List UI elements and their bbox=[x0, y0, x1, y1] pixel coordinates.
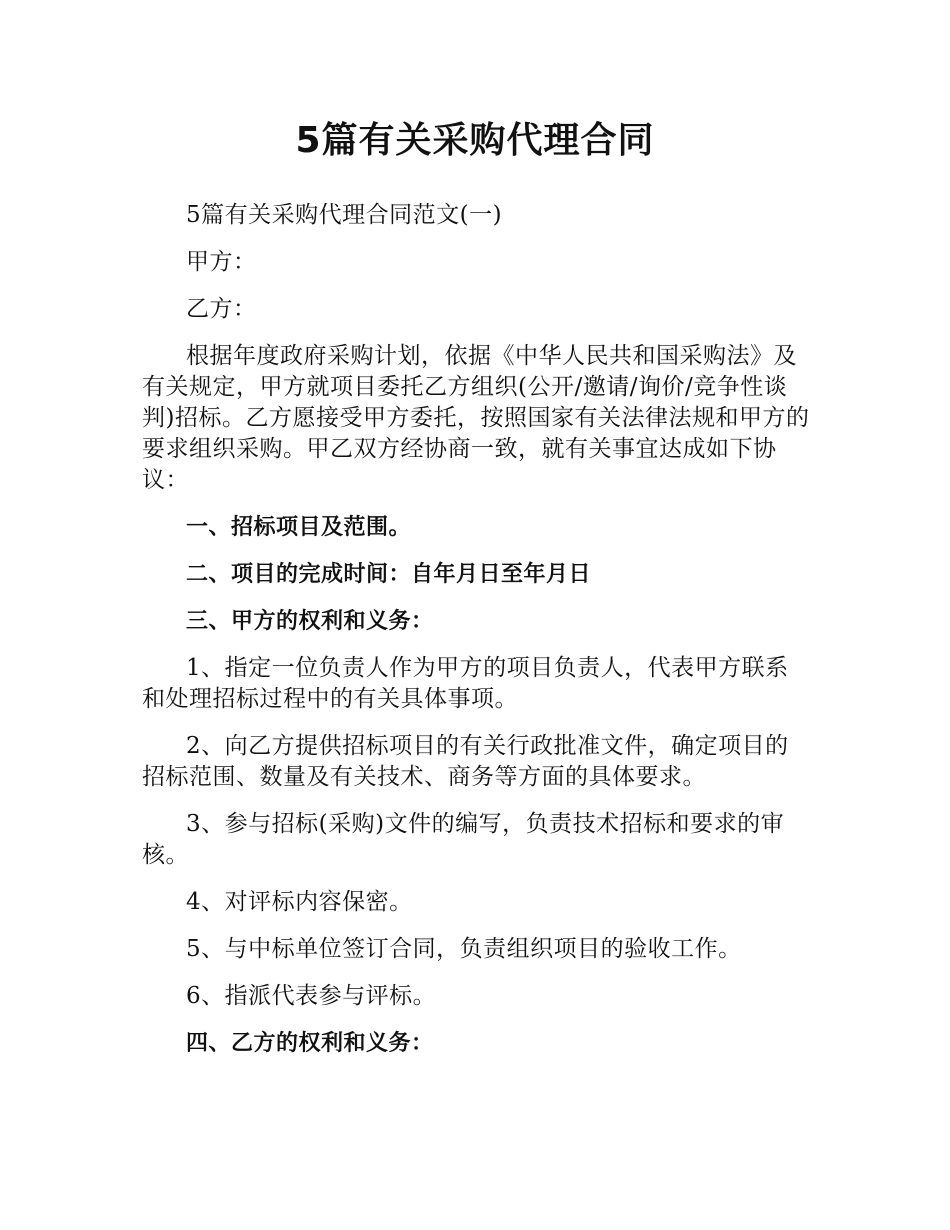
section-heading-3: 三、甲方的权利和义务： bbox=[186, 609, 434, 634]
party-b-line: 乙方： bbox=[186, 296, 257, 322]
party-a-line: 甲方： bbox=[186, 249, 257, 275]
document-title: 5篇有关采购代理合同 bbox=[295, 120, 655, 161]
section-heading-4: 四、乙方的权利和义务： bbox=[186, 1031, 434, 1056]
clause-3: 3、参与招标(采购)文件的编写，负责技术招标和要求的审核。 bbox=[142, 811, 785, 868]
preamble-paragraph: 根据年度政府采购计划，依据《中华人民共和国采购法》及有关规定，甲方就项目委托乙方组织(公开/邀请/询价/竞争性谈判)招标。乙方愿接受甲方委托，按照国家有关法律法规和甲方的要求组织采购。甲乙双方经协商一致，就有关事宜达成如下协议： bbox=[142, 343, 810, 493]
clause-6: 6、指派代表参与评标。 bbox=[186, 983, 437, 1009]
section-heading-1: 一、招标项目及范围。 bbox=[186, 515, 412, 540]
document-body bbox=[142, 200, 810, 1075]
clause-2: 2、向乙方提供招标项目的有关行政批准文件，确定项目的招标范围、数量及有关技术、商务等方面的具体要求。 bbox=[142, 733, 789, 790]
clause-1: 1、指定一位负责人作为甲方的项目负责人，代表甲方联系和处理招标过程中的有关具体事项。 bbox=[142, 655, 789, 712]
clause-4: 4、对评标内容保密。 bbox=[186, 889, 413, 915]
clause-5: 5、与中标单位签订合同，负责组织项目的验收工作。 bbox=[186, 936, 742, 962]
subtitle-paragraph: 5篇有关采购代理合同范文(一) bbox=[186, 202, 503, 228]
section-heading-2: 二、项目的完成时间：自年月日至年月日 bbox=[186, 562, 592, 587]
